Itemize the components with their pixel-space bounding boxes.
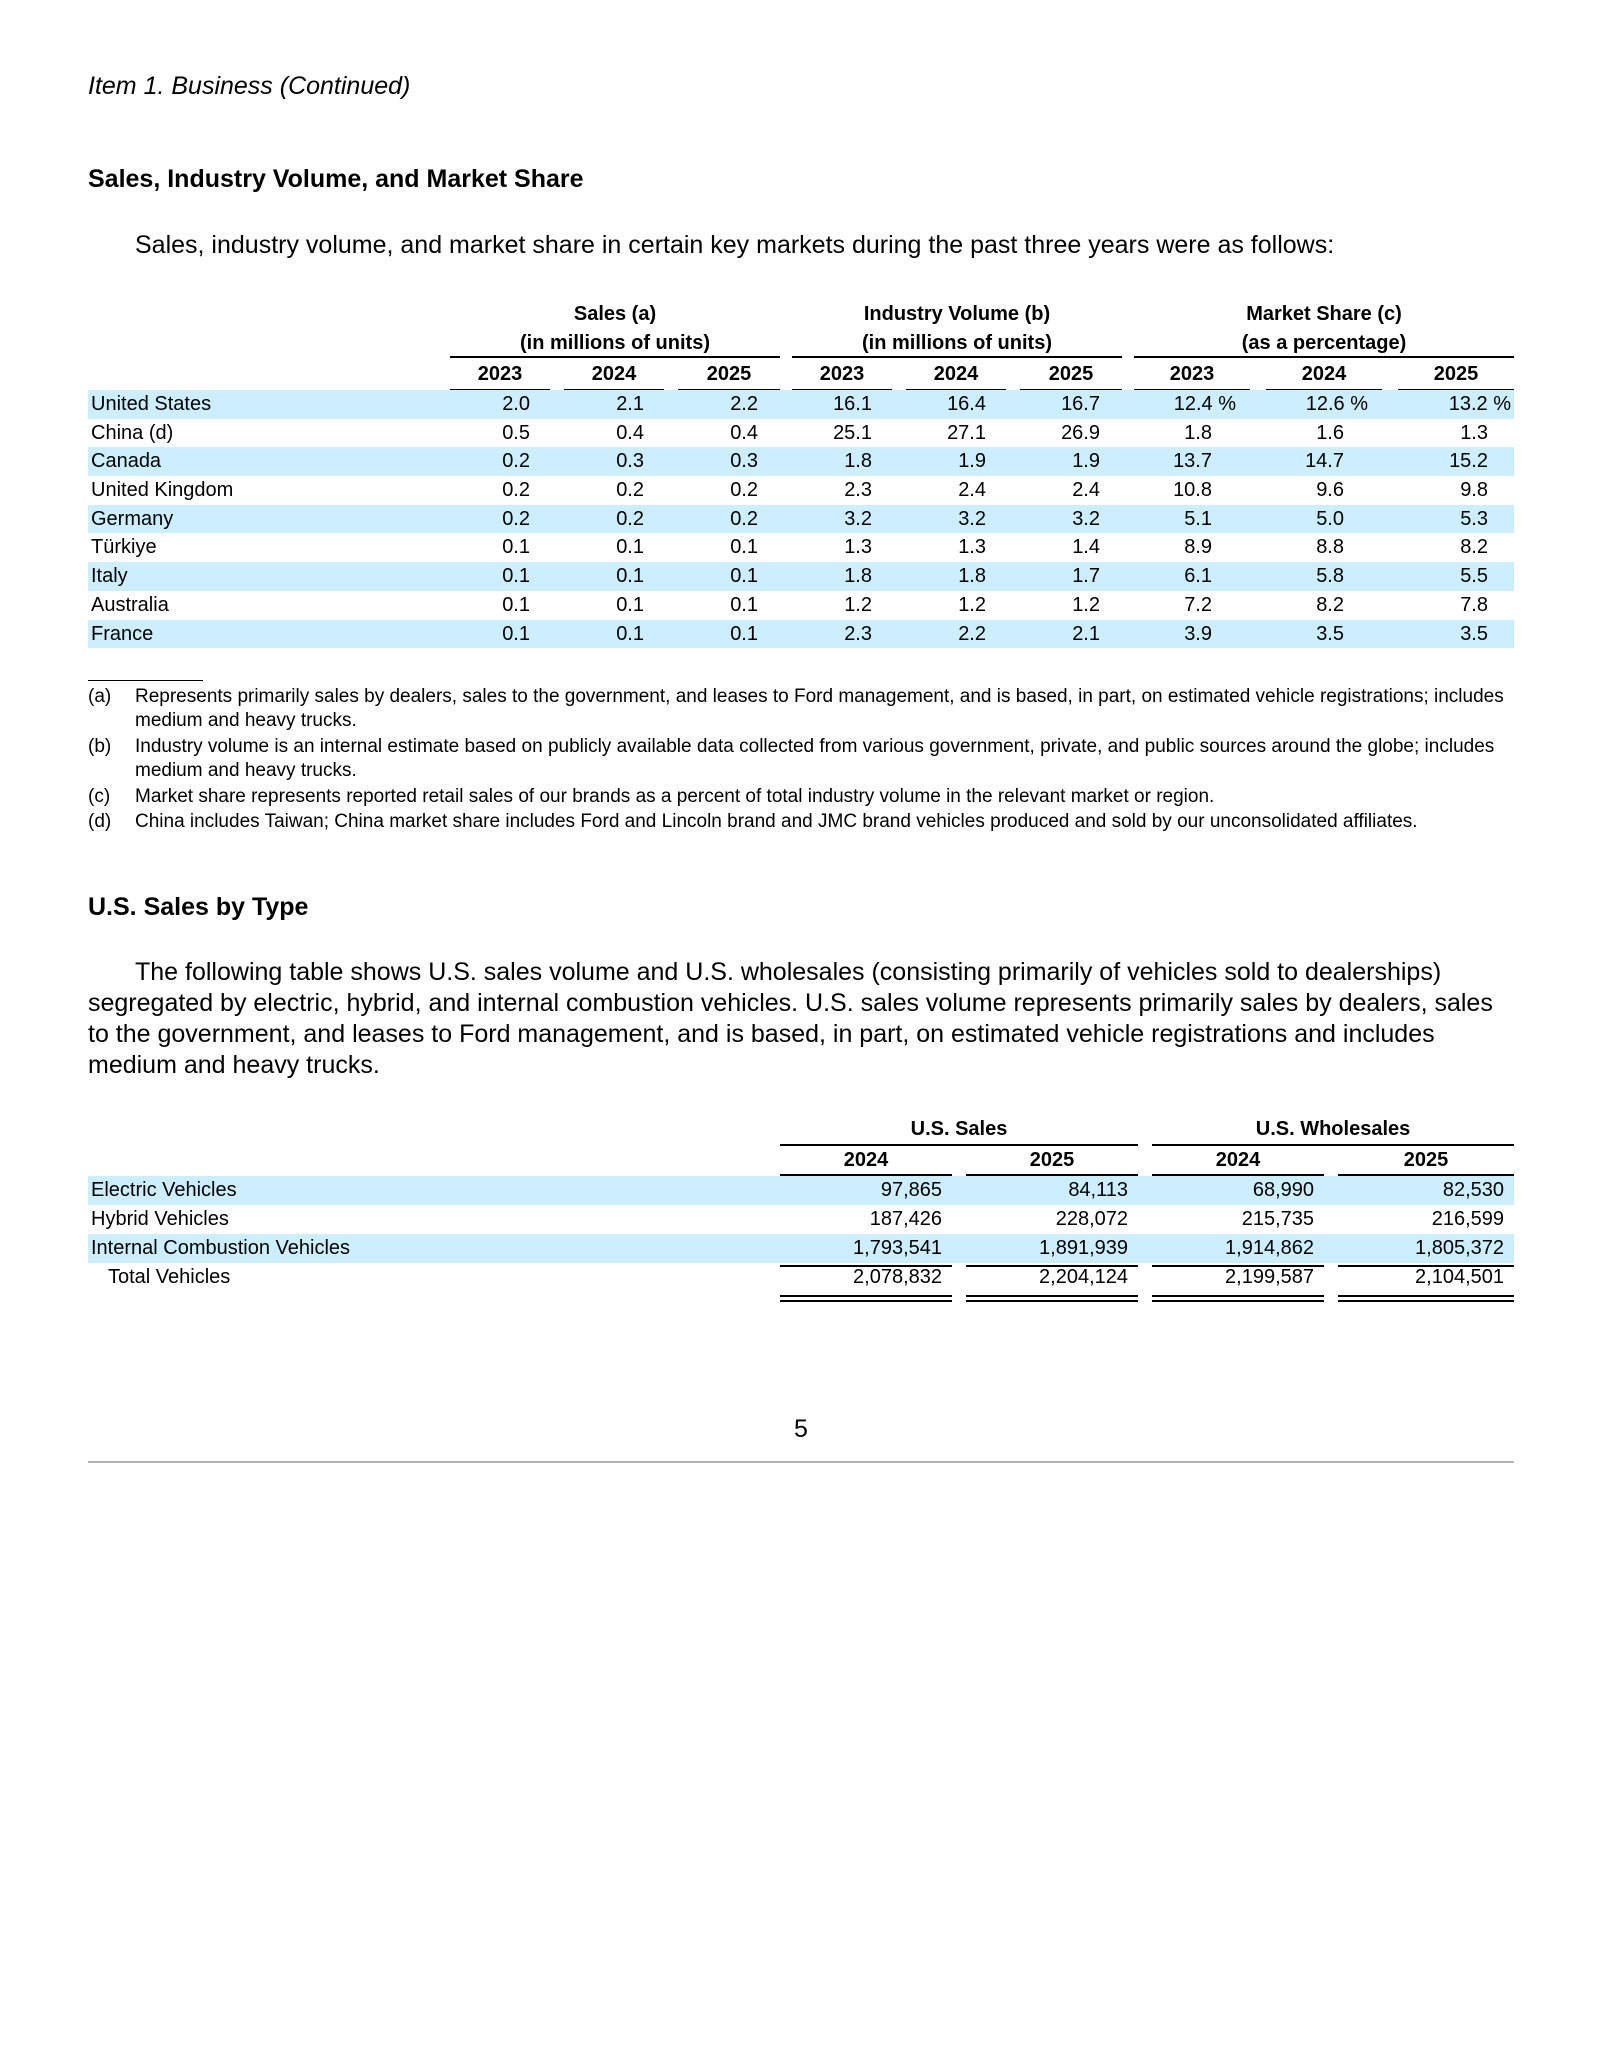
cell: 25.1 (833, 421, 872, 444)
cell: 8.2 (1460, 536, 1488, 559)
cell: 84,113 (1068, 1179, 1128, 1201)
cell: 0.1 (616, 536, 644, 559)
cell: 9.8 (1460, 479, 1488, 502)
cell: 0.1 (616, 593, 644, 616)
cell: 1,793,541 (853, 1237, 942, 1259)
cell: 6.1 (1184, 565, 1212, 588)
group-header-us-sales: U.S. Sales (780, 1115, 1138, 1146)
row-label: France (91, 622, 154, 645)
year-header: 2025 (1338, 1146, 1514, 1176)
cell: 5.5 (1460, 565, 1488, 588)
cell: 1.2 (1072, 593, 1100, 616)
cell: 15.2 (1449, 450, 1488, 473)
total-double-rule (780, 1295, 952, 1302)
group-title: Market Share (c) (1246, 303, 1402, 325)
cell: 16.4 (947, 393, 986, 415)
cell: 2,104,501 (1415, 1266, 1504, 1288)
cell: 1.9 (1072, 450, 1100, 473)
row-label: Italy (91, 565, 128, 588)
cell: 5.0 (1316, 507, 1344, 530)
cell: 0.1 (502, 536, 530, 559)
cell: 1.2 (844, 593, 872, 616)
footnote (88, 735, 1514, 783)
year-header: 2024 (906, 360, 1006, 391)
cell: 2.2 (958, 622, 986, 645)
group-rule (450, 356, 780, 358)
subtotal-rule (1152, 1265, 1324, 1267)
footnote-label: (d) (88, 811, 112, 832)
group-header-sales (450, 300, 780, 358)
cell: 2,078,832 (853, 1266, 942, 1288)
cell: 0.2 (730, 479, 758, 502)
cell: 3.5 (1460, 622, 1488, 645)
table-row (88, 562, 1514, 591)
cell: 12.4 % (1173, 393, 1236, 415)
subtotal-rule (1338, 1265, 1514, 1267)
section-title-us-sales: U.S. Sales by Type (88, 893, 309, 921)
group-subtitle: (in millions of units) (520, 332, 710, 354)
cell: 0.1 (730, 565, 758, 588)
group-header-market-share (1134, 300, 1514, 358)
cell: 0.1 (616, 622, 644, 645)
cell: 0.1 (730, 536, 758, 559)
cell: 12.6 % (1305, 393, 1368, 415)
cell: 1.2 (958, 593, 986, 616)
cell: 1,914,862 (1225, 1237, 1314, 1259)
table-row (88, 591, 1514, 620)
cell: 1.8 (958, 565, 986, 588)
market-share-rows (88, 390, 1514, 648)
cell: 0.2 (730, 507, 758, 530)
footnote-label: (c) (88, 786, 111, 807)
cell: 14.7 (1305, 450, 1344, 473)
section-intro-us-sales: The following table shows U.S. sales volume and U.S. wholesales (consisting primarily of vehicles sold to dealerships) segregated by electric, hybrid, and internal combustion vehicles. U.S. sales volume represents primarily sales by dealers, sales to the government, and leases to Ford management, and is based, in part, on estimated vehicle registrations and includes medium and heavy trucks. (88, 958, 1493, 1079)
cell: 2.2 (730, 393, 758, 415)
cell: 97,865 (880, 1179, 942, 1201)
footnote-label: (a) (88, 686, 112, 707)
total-double-rule (1152, 1295, 1324, 1302)
section-title-market-share: Sales, Industry Volume, and Market Share (88, 165, 584, 193)
year-header: 2025 (1398, 360, 1514, 391)
year-header: 2024 (1266, 360, 1382, 391)
footnote (88, 810, 1514, 858)
cell: 0.3 (730, 450, 758, 473)
footnote-text: Industry volume is an internal estimate based on publicly available data collected from various government, private, and public sources around the globe; includes medium and heavy trucks. (135, 736, 1495, 781)
total-double-rule (1338, 1295, 1514, 1302)
group-rule (1134, 356, 1514, 358)
cell: 0.4 (616, 421, 644, 444)
row-label: Total Vehicles (108, 1266, 231, 1288)
item-heading: Item 1. Business (Continued) (88, 72, 411, 100)
group-header-industry-volume (792, 300, 1122, 358)
cell: 8.8 (1316, 536, 1344, 559)
cell: 0.1 (730, 622, 758, 645)
cell: 2,204,124 (1039, 1266, 1128, 1288)
group-subtitle: (as a percentage) (1241, 332, 1407, 354)
cell: 0.2 (616, 507, 644, 530)
cell: 68,990 (1252, 1179, 1314, 1201)
year-header: 2025 (678, 360, 780, 391)
cell: 3.2 (844, 507, 872, 530)
cell: 0.1 (730, 593, 758, 616)
row-label: Germany (91, 507, 174, 530)
section-intro-market-share: Sales, industry volume, and market share in certain key markets during the past three years were as follows: (135, 231, 1335, 259)
cell: 0.1 (502, 593, 530, 616)
cell: 0.1 (502, 622, 530, 645)
footnote-text: Market share represents reported retail sales of our brands as a percent of total industry volume in the relevant market or region. (135, 786, 1215, 807)
cell: 3.2 (958, 507, 986, 530)
year-header: 2023 (792, 360, 892, 391)
cell: 3.9 (1184, 622, 1212, 645)
cell: 8.9 (1184, 536, 1212, 559)
cell: 2.1 (1072, 622, 1100, 645)
cell: 27.1 (947, 421, 986, 444)
table-row (88, 620, 1514, 649)
cell: 5.8 (1316, 565, 1344, 588)
year-header: 2024 (1152, 1146, 1324, 1176)
cell: 0.3 (616, 450, 644, 473)
footnote (88, 685, 1514, 733)
cell: 1,891,939 (1039, 1237, 1128, 1259)
cell: 1.6 (1316, 421, 1344, 444)
cell: 82,530 (1442, 1179, 1504, 1201)
cell: 26.9 (1061, 421, 1100, 444)
cell: 0.1 (502, 565, 530, 588)
cell: 0.2 (502, 479, 530, 502)
footnote-text: Represents primarily sales by dealers, sales to the government, and leases to Ford management, and is based, in part, on estimated vehicle registrations; includes medium and heavy trucks. (135, 686, 1504, 731)
table-row (88, 1205, 1514, 1234)
group-title: Sales (a) (573, 303, 657, 325)
cell: 7.8 (1460, 593, 1488, 616)
row-label: United States (91, 393, 212, 415)
cell: 1.4 (1072, 536, 1100, 559)
cell: 3.2 (1072, 507, 1100, 530)
cell: 1.8 (1184, 421, 1212, 444)
cell: 3.5 (1316, 622, 1344, 645)
cell: 16.7 (1061, 393, 1100, 415)
cell: 1.3 (958, 536, 986, 559)
cell: 2.1 (616, 393, 644, 415)
subtotal-rule (780, 1265, 952, 1267)
table-row (88, 1176, 1514, 1205)
row-label: Türkiye (91, 536, 157, 559)
cell: 0.4 (730, 421, 758, 444)
row-label: Hybrid Vehicles (91, 1208, 229, 1230)
cell: 2.3 (844, 479, 872, 502)
cell: 1.3 (1460, 421, 1488, 444)
row-label: Australia (91, 593, 169, 616)
cell: 0.5 (502, 421, 530, 444)
cell: 9.6 (1316, 479, 1344, 502)
cell: 1.7 (1072, 565, 1100, 588)
cell: 216,599 (1431, 1208, 1504, 1230)
row-label: Canada (91, 450, 162, 473)
cell: 0.2 (502, 450, 530, 473)
page-number: 5 (794, 1415, 808, 1443)
cell: 0.2 (502, 507, 530, 530)
year-header: 2023 (450, 360, 550, 391)
row-label: United Kingdom (91, 479, 234, 502)
year-header: 2024 (564, 360, 664, 391)
group-title: Industry Volume (b) (863, 303, 1051, 325)
footnote-text: China includes Taiwan; China market share includes Ford and Lincoln brand and JMC brand vehicles produced and sold by our unconsolidated affiliates. (135, 811, 1418, 832)
total-double-rule (966, 1295, 1138, 1302)
group-rule (792, 356, 1122, 358)
year-header: 2025 (966, 1146, 1138, 1176)
cell: 10.8 (1173, 479, 1212, 502)
footnote-divider (88, 680, 203, 681)
cell: 1.8 (844, 565, 872, 588)
cell: 1.9 (958, 450, 986, 473)
cell: 7.2 (1184, 593, 1212, 616)
table-row (88, 476, 1514, 505)
cell: 215,735 (1241, 1208, 1314, 1230)
page-bottom-rule (88, 1461, 1514, 1463)
row-label: Internal Combustion Vehicles (91, 1237, 351, 1259)
total-row (88, 1263, 1514, 1292)
cell: 5.3 (1460, 507, 1488, 530)
row-label: China (d) (91, 421, 174, 444)
cell: 5.1 (1184, 507, 1212, 530)
footnote (88, 785, 1514, 809)
group-subtitle: (in millions of units) (862, 332, 1052, 354)
cell: 2.4 (1072, 479, 1100, 502)
cell: 8.2 (1316, 593, 1344, 616)
group-header-us-wholesales: U.S. Wholesales (1152, 1115, 1514, 1146)
year-header: 2024 (780, 1146, 952, 1176)
table-row (88, 390, 1514, 419)
cell: 13.7 (1173, 450, 1212, 473)
table-row (88, 533, 1514, 562)
cell: 16.1 (833, 393, 872, 415)
footnote-label: (b) (88, 736, 112, 757)
year-header: 2023 (1134, 360, 1250, 391)
cell: 2.0 (502, 393, 530, 415)
cell: 0.2 (616, 479, 644, 502)
cell: 2.4 (958, 479, 986, 502)
cell: 0.1 (616, 565, 644, 588)
table-row (88, 447, 1514, 476)
cell: 1.3 (844, 536, 872, 559)
cell: 1.8 (844, 450, 872, 473)
subtotal-rule (966, 1265, 1138, 1267)
year-header: 2025 (1020, 360, 1122, 391)
cell: 2.3 (844, 622, 872, 645)
cell: 1,805,372 (1415, 1237, 1504, 1259)
cell: 13.2 % (1448, 393, 1511, 415)
cell: 2,199,587 (1225, 1266, 1314, 1288)
cell: 187,426 (869, 1208, 942, 1230)
table-row (88, 1234, 1514, 1263)
table-row (88, 505, 1514, 534)
us-sales-rows (88, 1176, 1514, 1292)
row-label: Electric Vehicles (91, 1179, 237, 1201)
table-row (88, 419, 1514, 448)
cell: 228,072 (1055, 1208, 1128, 1230)
